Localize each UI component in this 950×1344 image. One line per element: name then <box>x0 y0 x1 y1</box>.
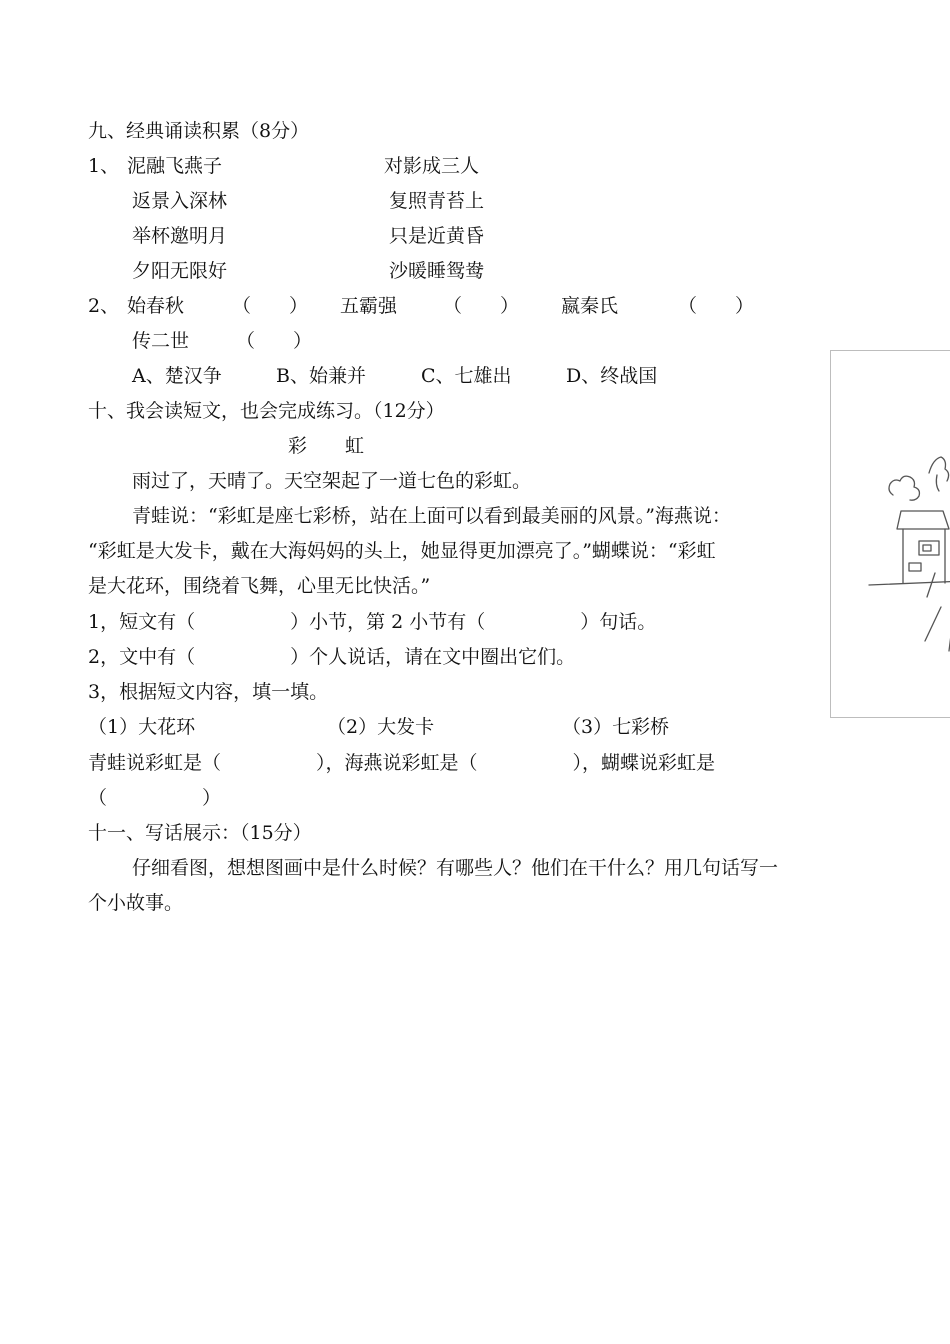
poem-left-line: 举杯邀明月 <box>132 225 228 247</box>
poem-right-line: 沙暖睡鸳鸯 <box>389 260 485 282</box>
q2-answer-blank[interactable]: （ ） <box>443 295 520 317</box>
q2-item: 五霸强 <box>340 295 398 317</box>
section11-title: 十一、写话展示：（15分） <box>88 822 312 844</box>
q2-item: 嬴秦氏 <box>561 295 619 317</box>
poem-left-line: 泥融飞燕子 <box>127 155 223 177</box>
q2-option: C、七雄出 <box>421 365 512 387</box>
q2-answer-blank[interactable]: （ ） <box>678 295 755 317</box>
passage-paragraph: 青蛙说：“彩虹是座七彩桥，站在上面可以看到最美丽的风景。”海燕说： <box>132 505 731 527</box>
exercise-question: 3，根据短文内容，填一填。 <box>88 681 329 703</box>
section9-title: 九、经典诵读积累（8分） <box>88 120 310 142</box>
poem-left-line: 夕阳无限好 <box>132 260 228 282</box>
q2-option: D、终战国 <box>566 365 658 387</box>
exercise-question: 2，文中有（ ）个人说话，请在文中圈出它们。 <box>88 646 576 668</box>
illustration-picture <box>830 350 950 718</box>
q2-answer-blank[interactable]: （ ） <box>236 330 313 352</box>
fill-option: （1）大花环 <box>88 716 196 738</box>
passage-paragraph: 是大花环，围绕着飞舞，心里无比快活。” <box>88 575 431 597</box>
passage-paragraph: 雨过了，天晴了。天空架起了一道七色的彩虹。 <box>132 470 532 492</box>
fill-option: （3）七彩桥 <box>562 716 670 738</box>
section10-title: 十、我会读短文，也会完成练习。（12分） <box>88 400 445 422</box>
q2-answer-blank[interactable]: （ ） <box>232 295 309 317</box>
writing-instructions: 个小故事。 <box>88 892 184 914</box>
q2-item: 传二世 <box>132 330 190 352</box>
poem-right-line: 复照青苔上 <box>389 190 485 212</box>
q2-option: B、始兼并 <box>276 365 366 387</box>
exercise-question: 1，短文有（ ）小节，第 2 小节有（ ）句话。 <box>88 611 657 633</box>
poem-right-line: 只是近黄昏 <box>389 225 485 247</box>
q2-option: A、楚汉争 <box>132 365 222 387</box>
poem-right-line: 对影成三人 <box>384 155 480 177</box>
writing-instructions: 仔细看图，想想图画中是什么时候？有哪些人？他们在干什么？用几句话写一 <box>132 857 779 879</box>
passage-title: 彩 虹 <box>288 435 365 457</box>
fill-sentence: 青蛙说彩虹是（ ），海燕说彩虹是（ ），蝴蝶说彩虹是 <box>88 752 716 774</box>
passage-paragraph: “彩虹是大发卡，戴在大海妈妈的头上，她显得更加漂亮了。”蝴蝶说：“彩虹 <box>88 540 716 562</box>
poem-left-line: 返景入深林 <box>132 190 228 212</box>
q2-item: 始春秋 <box>127 295 185 317</box>
q2-number: 2、 <box>88 295 120 317</box>
fill-option: （2）大发卡 <box>327 716 435 738</box>
house-sketch-illustration <box>831 351 950 717</box>
q1-number: 1、 <box>88 155 120 177</box>
fill-sentence: （ ） <box>88 787 222 809</box>
